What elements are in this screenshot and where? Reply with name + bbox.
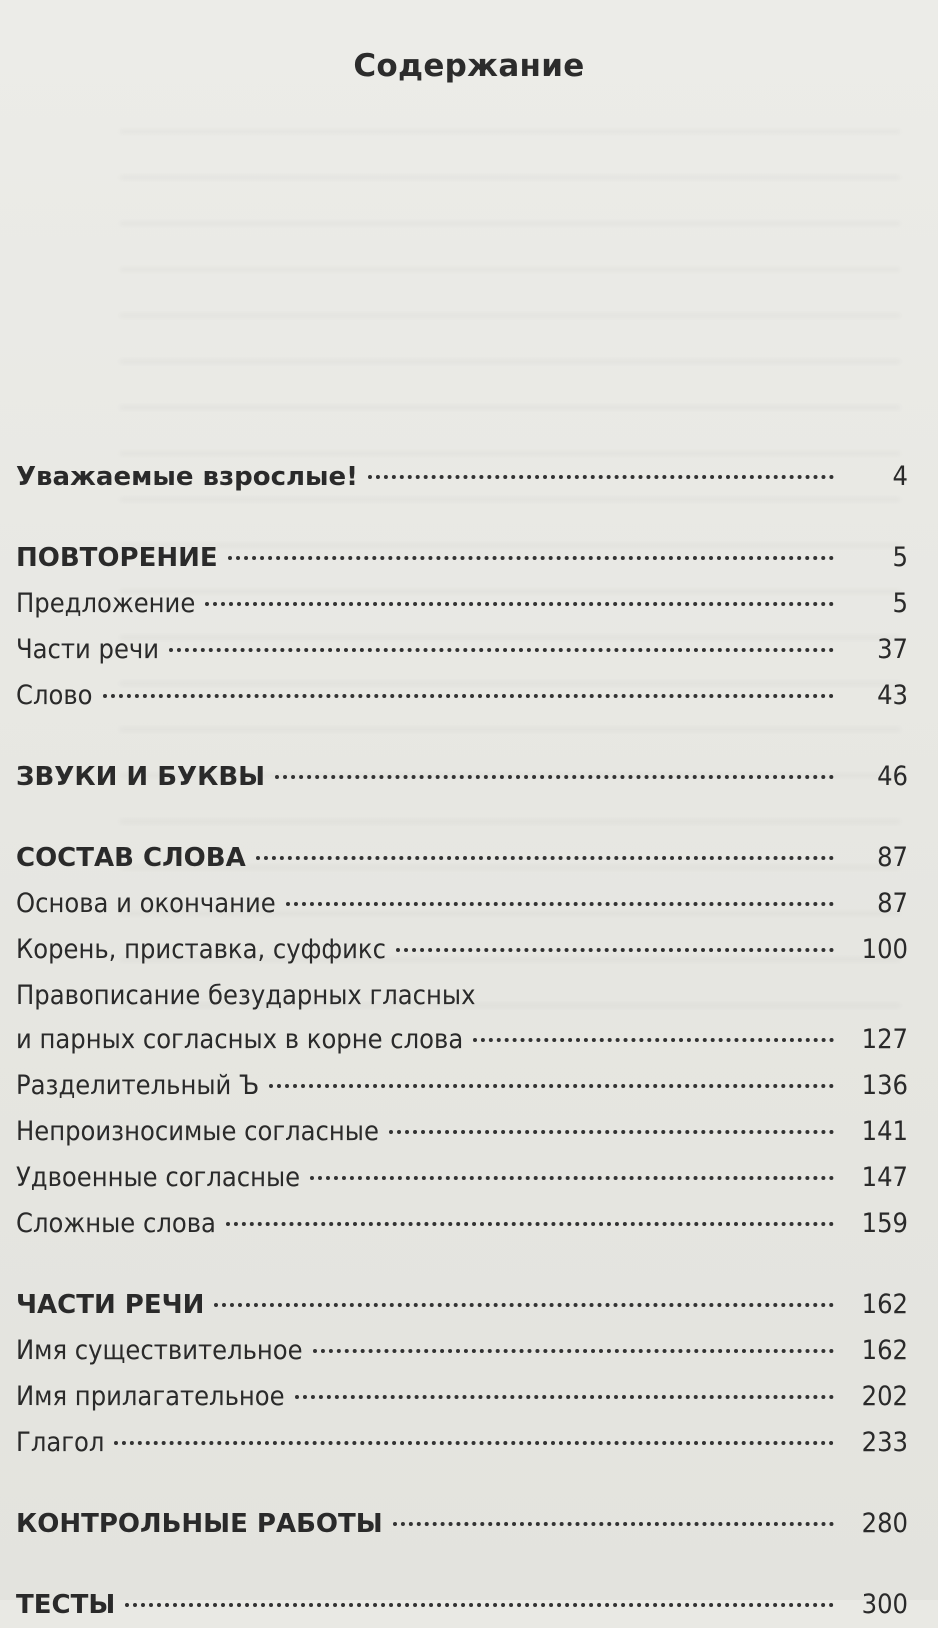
toc-entry-section <box>16 835 908 881</box>
dot-leader <box>473 1038 834 1042</box>
toc-page-number: 162 <box>861 1335 908 1366</box>
dot-leader <box>256 856 834 860</box>
toc-entry <box>16 627 908 673</box>
toc-page-number: 147 <box>861 1162 908 1193</box>
toc-entry-label: и парных согласных в корне слова <box>16 1024 464 1055</box>
toc-page-number: 37 <box>877 634 908 665</box>
dot-leader <box>114 1441 834 1445</box>
toc-page-number: 233 <box>861 1427 908 1458</box>
toc-entry <box>16 581 908 627</box>
toc-page-number: 202 <box>861 1381 908 1412</box>
toc-entry-section <box>16 535 908 581</box>
toc-entry-section <box>16 454 908 500</box>
toc-entry-label: ЧАСТИ РЕЧИ <box>16 1290 205 1320</box>
toc-entry <box>16 1109 908 1155</box>
toc-page-number: 4 <box>892 461 908 492</box>
toc-page-number: 159 <box>861 1208 908 1239</box>
dot-leader <box>226 1222 834 1226</box>
dot-leader <box>228 556 834 560</box>
toc-page-number: 280 <box>861 1508 908 1539</box>
toc-page-number: 87 <box>877 888 908 919</box>
toc-entry-label: Части речи <box>16 634 160 665</box>
dot-leader <box>396 948 834 952</box>
toc-entry-label: СОСТАВ СЛОВА <box>16 843 246 873</box>
toc-page-number: 5 <box>892 588 908 619</box>
dot-leader <box>125 1603 834 1607</box>
toc-entry <box>16 927 908 973</box>
toc-entry-label: Сложные слова <box>16 1208 216 1239</box>
toc-entry <box>16 1328 908 1374</box>
toc-entry-section <box>16 1582 908 1628</box>
dot-leader <box>368 475 834 479</box>
dot-leader <box>269 1084 834 1088</box>
toc-entry-label: ЗВУКИ И БУКВЫ <box>16 762 266 792</box>
toc-entry <box>16 1374 908 1420</box>
toc-entry <box>16 1063 908 1109</box>
toc-page-number: 141 <box>861 1116 908 1147</box>
toc-entry-label: Имя существительное <box>16 1335 303 1366</box>
toc-entry-label: Уважаемые взрослые! <box>16 462 359 492</box>
toc-entry-label: ПОВТОРЕНИЕ <box>16 543 218 573</box>
toc-entry-label: КОНТРОЛЬНЫЕ РАБОТЫ <box>16 1509 383 1539</box>
dot-leader <box>393 1522 834 1526</box>
toc-entry <box>16 673 908 719</box>
toc-page-number: 46 <box>877 761 908 792</box>
toc-page-number: 162 <box>861 1289 908 1320</box>
dot-leader <box>214 1303 834 1307</box>
toc-entry-label: Имя прилагательное <box>16 1381 285 1412</box>
toc-page-number: 5 <box>892 542 908 573</box>
dot-leader <box>275 775 834 779</box>
dot-leader <box>295 1395 834 1399</box>
toc-entry <box>16 1201 908 1247</box>
toc-page-number: 100 <box>861 934 908 965</box>
dot-leader <box>310 1176 834 1180</box>
toc-page-number: 300 <box>861 1589 908 1620</box>
toc-entry-label: Предложение <box>16 588 196 619</box>
toc-page-number: 136 <box>861 1070 908 1101</box>
toc-entry <box>16 1155 908 1201</box>
table-of-contents <box>16 454 908 1628</box>
toc-page-number: 87 <box>877 842 908 873</box>
toc-entry-label: Глагол <box>16 1427 105 1458</box>
toc-entry-label: Корень, приставка, суффикс <box>16 934 386 965</box>
dot-leader <box>286 902 834 906</box>
toc-page-number: 127 <box>861 1024 908 1055</box>
toc-entry-label: Основа и окончание <box>16 888 276 919</box>
dot-leader <box>389 1130 834 1134</box>
toc-page-number: 43 <box>877 680 908 711</box>
dot-leader <box>205 602 834 606</box>
dot-leader <box>103 694 834 698</box>
toc-entry-section <box>16 1501 908 1547</box>
dot-leader <box>313 1349 834 1353</box>
toc-entry-label: Разделительный Ъ <box>16 1070 260 1101</box>
toc-entry <box>16 1017 908 1063</box>
toc-entry <box>16 881 908 927</box>
toc-entry <box>16 1420 908 1466</box>
toc-entry-first-line <box>16 973 908 1017</box>
toc-entry-label: Непроизносимые согласные <box>16 1116 379 1147</box>
dot-leader <box>169 648 834 652</box>
toc-entry-label: Слово <box>16 680 93 711</box>
toc-entry-section <box>16 1282 908 1328</box>
toc-entry-section <box>16 754 908 800</box>
toc-entry-label: Правописание безударных гласных <box>16 980 476 1011</box>
toc-entry-label: ТЕСТЫ <box>16 1590 116 1620</box>
toc-entry-label: Удвоенные согласные <box>16 1162 301 1193</box>
page-title: Содержание <box>353 48 585 84</box>
